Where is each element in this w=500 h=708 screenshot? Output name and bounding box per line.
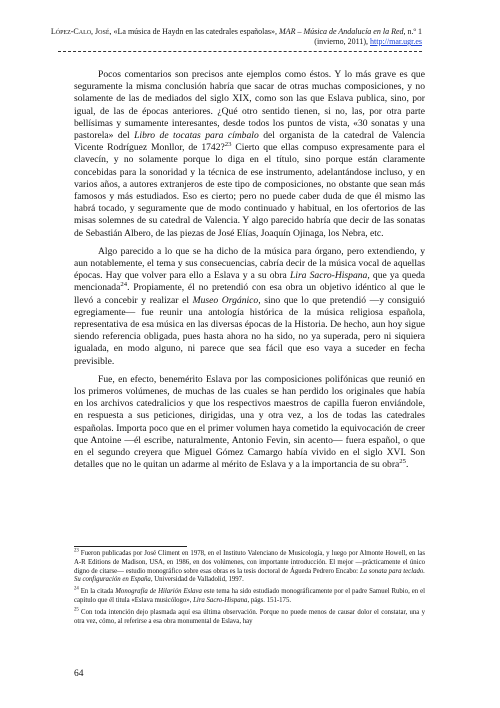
paragraph-1 [74, 69, 425, 240]
paragraph-text: , sino que lo que pretendió —y consiguió egregiamente— fue reunir una antología histórica de la música religiosa española, representativa de esa música en las diversas épocas de la Historia. De hecho, aun hoy sigue siendo referencia obligada, pues hasta ahora no ha sido, no ya superada, pero ni siquiera igualada, en modo alguno, ni parece que sea fácil que eso vaya a suceder en fecha previsible. [74, 294, 425, 367]
italic-title: Libro de tocatas para címbalo [134, 130, 259, 142]
header-author: López-Calo, José [50, 27, 110, 36]
footnote-text: , Universidad de Valladolid, 1997. [150, 576, 244, 584]
header-divider [58, 51, 422, 52]
footnote-text: Fueron publicadas por José Climent en 1978, en el Instituto Valenciano de Musicología, y luego por Almonte Howell, en las A-R Editions de Madison, USA, en 1986, en dos volúmenes, con importante introducción. El mejor —prácticamente el único digno de citarse— estudio monográfico sobre esas obras es la tesis doctoral de Águeda Pedrero Encabo: [74, 550, 425, 575]
italic-title: Lira Sacro-Hispana [289, 270, 368, 282]
header-journal: MAR – Música de Andalucía en la Red [279, 27, 404, 36]
footnote-divider [74, 546, 187, 547]
footnote-25 [74, 609, 425, 627]
footnote-text: este tema ha sido estudiado monográficamente por el padre Samuel Rubio, en el capítulo que él titula «Eslava musicólogo», [74, 588, 426, 604]
paragraph-text: del organista de la catedral de Valencia Vicente Rodríguez Monllor, de 1742? [74, 130, 425, 154]
paragraph-text: Cierto que ellas compuso expresamente para el clavecín, y no solamente porque lo diga en el título, sino porque están claramente concebidas para la sonoridad y la técnica de ese instrumento, adelantándose incluso, y en varios años, a autores extranjeros de este tipo de composiciones, no obstante que sean más famosos y más estudiados. Eso es cierto; pero no puede caber duda de que él mismo las habrá tocado, y seguramente que de modo continuado y habitual, en los ofertorios de las misas solemnes de su catedral de Valencia. Y algo parecido habría que decir de las sonatas de Sebastián Albero, de las piezas de José Elías, Joaquín Ojinaga, los Nebra, etc. [74, 142, 426, 239]
footnotes [74, 550, 425, 629]
footnote-24 [74, 588, 425, 606]
running-header [40, 27, 422, 47]
footnote-number: 23 [74, 548, 79, 554]
paragraph-text: . Propiamente, él no pretendió con esa obra un objetivo idéntico al que le llevó a concebir y realizar el [74, 282, 425, 306]
paragraph-text: , que ya queda mencionada [74, 270, 426, 294]
italic-title: Lira Sacro-Hispana [193, 596, 248, 604]
paragraph-text: Pocos comentarios son precisos ante ejemplos como éstos. Y lo más grave es que seguramente la misma conclusión habría que sacar de otras muchas composiciones, y no solamente de las de mediados del siglo XIX, como son las que Eslava publica, sino, por igual, de las de épocas anteriores. ¿Qué otro sentido tienen, si no, las, por otra parte bellísimas y sumamente interesantes, desde todos los puntos de vista, «30 sonatas y una pastorela» del [74, 69, 425, 142]
paragraph-2 [74, 246, 425, 368]
header-issue: , n.º 1 (invierno, 2011), [314, 27, 422, 46]
footnote-23 [74, 550, 425, 585]
italic-title: Monografía de Hilarión Eslava [115, 588, 202, 596]
header-url-link[interactable]: http://mar.ugr.es [370, 37, 422, 46]
paragraph-3 [74, 374, 425, 472]
footnote-ref-24[interactable]: 24 [120, 281, 128, 289]
footnote-text: , págs. 151-175. [247, 596, 292, 604]
italic-title: La sonata para teclado. Su configuración en España [74, 567, 425, 584]
paragraph-text: . [406, 459, 409, 471]
footnote-text: En la citada [78, 588, 116, 596]
footnote-text: Con toda intención dejo plasmada aquí esa última observación. Porque no puede menos de causar dolor el constatar, una y otra vez, cómo, al referirse a esa obra monumental de Eslava, hay [74, 608, 425, 625]
footnote-number: 24 [74, 586, 79, 592]
paragraph-text: Algo parecido a lo que se ha dicho de la música para órgano, pero extendiendo, y aun notablemente, el tema y sus consecuencias, cabría decir de la música vocal de aquellas épocas. Hay que volver para ello a Eslava y a su obra [74, 245, 425, 282]
paragraph-text: Fue, en efecto, benemérito Eslava por las composiciones polifónicas que reunió en los primeros volúmenes, de muchas de las cuales se han perdido los originales que había en los archivos catedralicios y que los respectivos maestros de capilla fueron enviándole, en respuesta a sus peticiones, dirigidas, una y otra vez, a los de todas las catedrales españolas. Importa poco que en el primer volumen haya cometido la equivocación de creer que Antoine —él escribe, naturalmente, Antonio Fevin, sin acento— fuera español, o que en el segundo creyera que Miguel Gómez Camargo había vivido en el siglo XVI. Son detalles que no le quitan un adarme al mérito de Eslava y a la importancia de su obra [74, 373, 425, 471]
body-text [74, 69, 425, 478]
footnote-ref-25[interactable]: 25 [399, 458, 406, 466]
italic-title: Museo Orgánico [192, 294, 259, 306]
footnote-ref-23[interactable]: 23 [224, 141, 232, 149]
header-article-title: , «La música de Haydn en las catedrales españolas», [109, 27, 280, 36]
page-number: 64 [74, 669, 84, 679]
footnote-number: 25 [74, 607, 79, 613]
